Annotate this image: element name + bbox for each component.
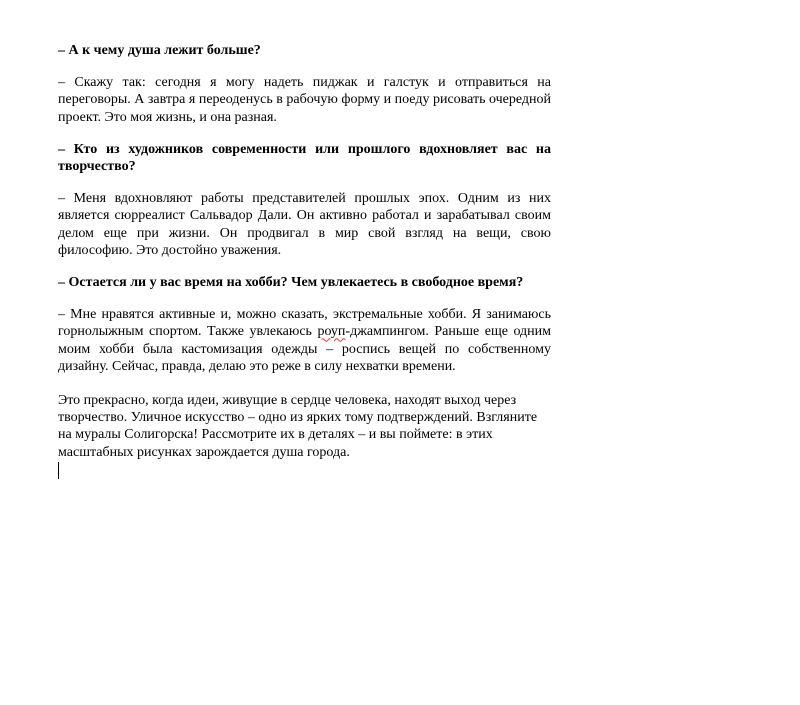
spellcheck-flagged-word[interactable]: роуп	[317, 324, 346, 340]
question-2: – Кто из художников современности или прошлого вдохновляет вас на творчество?	[58, 141, 551, 175]
document-body[interactable]	[58, 42, 551, 479]
answer-3-part-2: -джампингом. Раньше еще одним моим хобби была кастомизация одежды – роспись вещей по собственному дизайну. Сейчас, правда, делаю это реже в силу нехватки времени.	[58, 324, 552, 374]
closing-paragraph: Это прекрасно, когда идеи, живущие в сердце человека, находят выход через творчество. Уличное искусство – одно из ярких тому подтверждений. Взгляните на муралы Солигорска! Рассмотрите их в деталях – и вы поймете: в этих масштабных рисунках зарождается душа города.	[58, 393, 538, 460]
answer-3	[58, 306, 551, 375]
question-1: – А к чему душа лежит больше?	[58, 43, 261, 58]
answer-2: – Меня вдохновляют работы представителей прошлых эпох. Одним из них является сюрреалист Сальвадор Дали. Он активно работал и зарабатывал своим делом еще при жизни. Он продвигал в мир свой взгляд на вещи, свою философию. Это достойно уважения.	[58, 191, 551, 258]
text-cursor	[58, 462, 59, 479]
question-3: – Остается ли у вас время на хобби? Чем увлекаетесь в свободное время?	[58, 275, 524, 291]
answer-3-part-1: – Мне нравятся активные и, можно сказать, экстремальные хобби. Я занимаюсь горнолыжным спортом. Также увлекаюсь	[58, 307, 551, 340]
answer-1: – Скажу так: сегодня я могу надеть пиджак и галстук и отправиться на переговоры. А завтра я переоденусь в рабочую форму и поеду рисовать очередной проект. Это моя жизнь, и она разная.	[58, 75, 551, 125]
